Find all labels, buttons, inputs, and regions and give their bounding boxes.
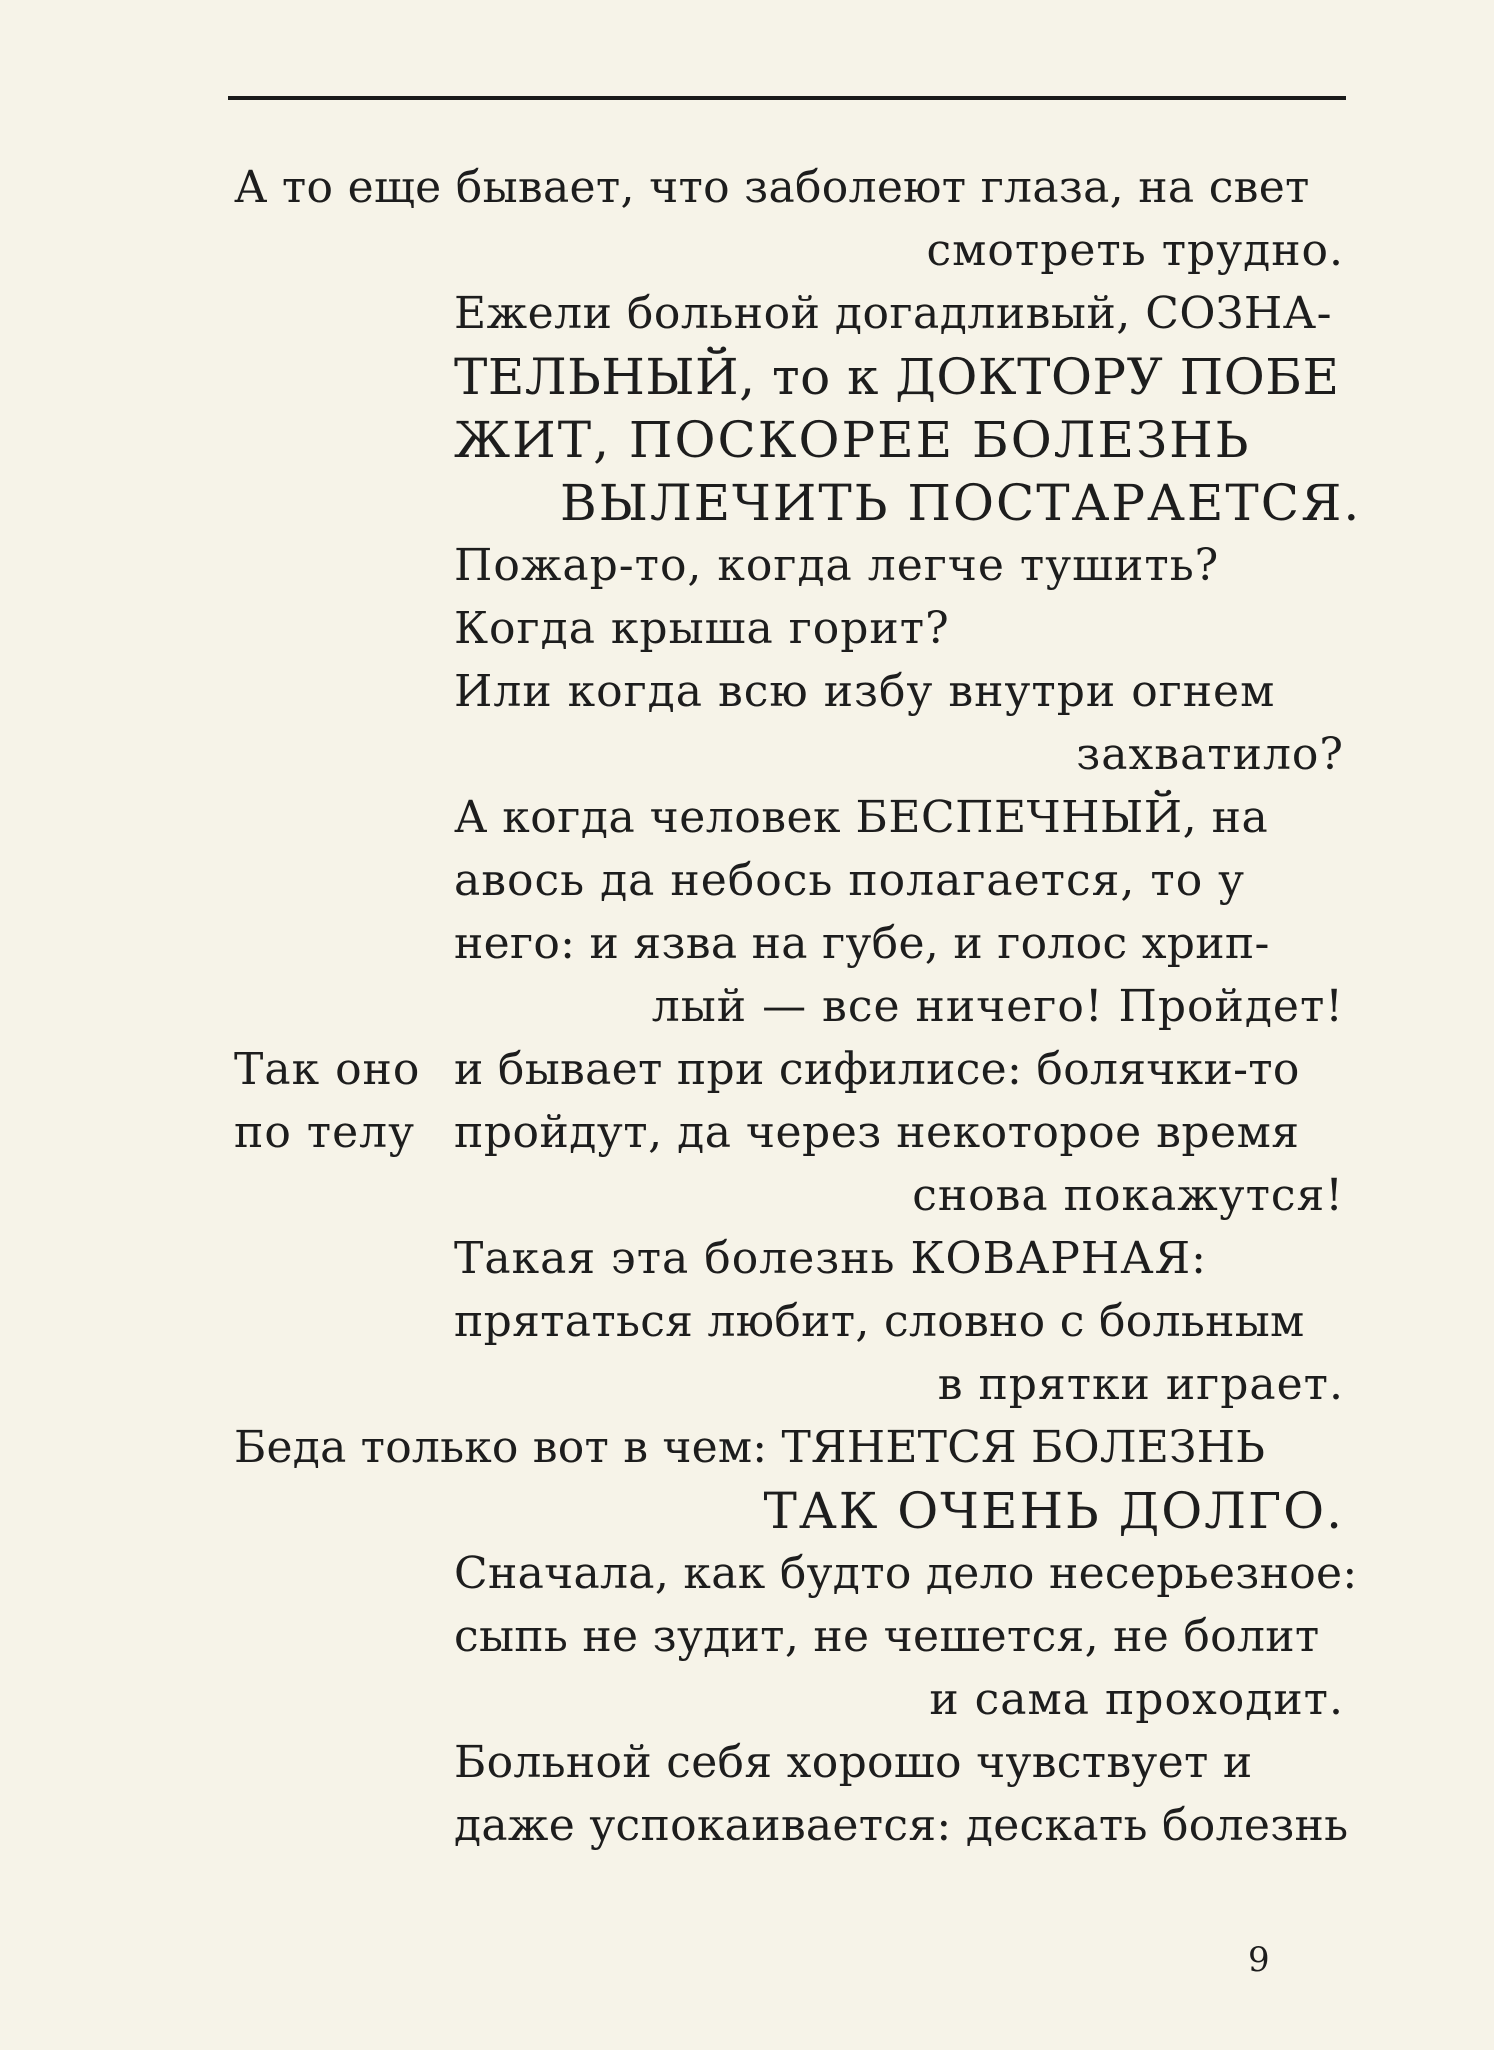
text-line: ТАК ОЧЕНЬ ДОЛГО.	[763, 1482, 1344, 1540]
margin-note: по телу	[234, 1107, 416, 1158]
text-line: него: и язва на губе, и голос хрип-	[454, 918, 1270, 969]
text-line: Больной себя хорошо чувствует и	[454, 1737, 1253, 1788]
text-line: Ежели больной догадливый, СОЗНА-	[454, 288, 1332, 339]
text-line: Сначала, как будто дело несерьезное:	[454, 1548, 1358, 1599]
text-line: Или когда всю избу внутри огнем	[454, 666, 1276, 717]
text-line: ВЫЛЕЧИТЬ ПОСТАРАЕТСЯ.	[560, 474, 1362, 532]
text-line: Такая эта болезнь КОВАРНАЯ:	[454, 1233, 1207, 1284]
text-line: прятаться любит, словно с больным	[454, 1296, 1305, 1347]
text-line: снова покажутся!	[912, 1170, 1344, 1221]
text-line: авось да небось полагается, то у	[454, 855, 1246, 906]
text-line: Пожар-то, когда легче тушить?	[454, 540, 1220, 591]
text-line: даже успокаивается: дескать болезнь	[454, 1800, 1349, 1851]
text-line: и бывает при сифилисе: болячки-то	[454, 1044, 1300, 1095]
text-line: ТЕЛЬНЫЙ, то к ДОКТОРУ ПОБЕ	[454, 348, 1340, 406]
text-line: лый — все ничего! Пройдет!	[651, 981, 1344, 1032]
text-line: ЖИТ, ПОСКОРЕЕ БОЛЕЗНЬ	[454, 411, 1251, 469]
text-line: захватило?	[1076, 729, 1344, 780]
margin-note: Так оно	[234, 1044, 421, 1095]
text-line: А когда человек БЕСПЕЧНЫЙ, на	[454, 792, 1269, 843]
text-line: А то еще бывает, что заболеют глаза, на свет	[234, 162, 1310, 213]
page-number: 9	[1248, 1940, 1270, 1980]
text-line: пройдут, да через некоторое время	[454, 1107, 1300, 1158]
text-line: в прятки играет.	[937, 1359, 1344, 1410]
text-line: смотреть трудно.	[926, 225, 1344, 276]
text-line: Беда только вот в чем: ТЯНЕТСЯ БОЛЕЗНЬ	[234, 1422, 1266, 1473]
text-line: и сама проходит.	[929, 1674, 1344, 1725]
text-line: сыпь не зудит, не чешется, не болит	[454, 1611, 1320, 1662]
text-line: Когда крыша горит?	[454, 603, 950, 654]
